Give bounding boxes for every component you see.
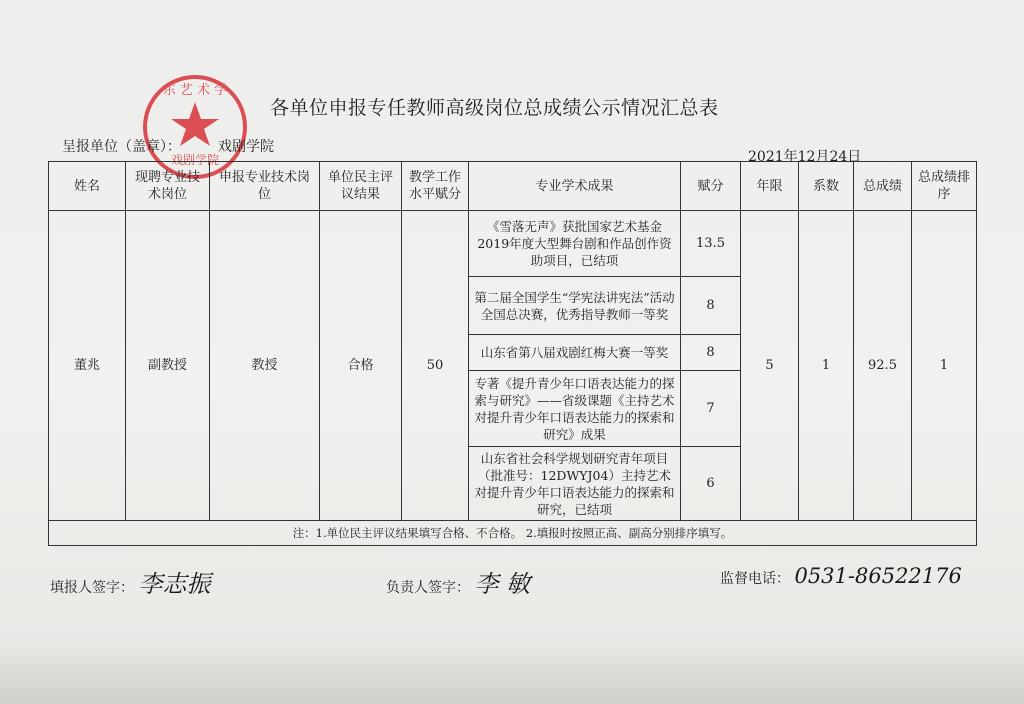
achievement-score-cell: 7: [681, 371, 741, 447]
coefficient-cell: 1: [799, 211, 854, 521]
supervision-phone: [720, 564, 962, 588]
table-row: [49, 211, 977, 277]
responsible-handwriting: 李 敏: [474, 570, 531, 598]
filler-handwriting: 李志振: [138, 570, 211, 598]
achievement-cell: 《雪落无声》获批国家艺术基金2019年度大型舞台剧和作品创作资助项目，已结项: [469, 211, 681, 277]
teaching-score-cell: 50: [402, 211, 469, 521]
achievement-cell: 第二届全国学生“学宪法讲宪法”活动全国总决赛，优秀指导教师一等奖: [469, 277, 681, 335]
responsible-label: 负责人签字：: [386, 580, 470, 596]
achievement-score-cell: 13.5: [681, 211, 741, 277]
filler-label: 填报人签字：: [50, 580, 134, 596]
header-cell: 申报专业技术岗位: [210, 162, 320, 211]
header-cell: 总成绩排序: [912, 162, 977, 211]
achievement-cell: 山东省社会科学规划研究青年项目（批准号：12DWYJ04）主持艺术对提升青少年口语表达能力的探索和研究，已结项: [469, 447, 681, 521]
report-date: 2021年12月24日: [748, 149, 862, 165]
table-note: 注：1.单位民主评议结果填写合格、不合格。 2.填报时按照正高、副高分别排序填写。: [49, 521, 977, 546]
header-cell: 姓名: [49, 162, 126, 211]
responsible-signature: [386, 564, 530, 599]
achievement-score-cell: 6: [681, 447, 741, 521]
total-cell: 92.5: [854, 211, 912, 521]
phone-label: 监督电话：: [720, 571, 790, 587]
name-cell: 董兆: [49, 211, 126, 521]
achievement-cell: 山东省第八届戏剧红梅大赛一等奖: [469, 335, 681, 371]
paper-shadow: [0, 644, 1024, 704]
phone-handwriting: 0531-86522176: [794, 564, 962, 588]
achievement-cell: 专著《提升青少年口语表达能力的探索与研究》——省级课题《主持艺术对提升青少年口语表达能力的探索和研究》成果: [469, 371, 681, 447]
header-cell: 系数: [799, 162, 854, 211]
svg-text:东 艺 术 学: 东 艺 术 学: [162, 83, 228, 98]
unit-name: 戏剧学院: [218, 139, 274, 155]
filler-signature: [50, 564, 210, 599]
header-cell: 年限: [741, 162, 799, 211]
header-cell: 赋分: [681, 162, 741, 211]
achievement-score-cell: 8: [681, 335, 741, 371]
header-cell: 总成绩: [854, 162, 912, 211]
summary-table: [48, 161, 977, 546]
evaluation-cell: 合格: [320, 211, 402, 521]
applied-post-cell: 教授: [210, 211, 320, 521]
header-cell: 单位民主评议结果: [320, 162, 402, 211]
page-title: 各单位申报专任教师高级岗位总成绩公示情况汇总表: [270, 97, 719, 119]
table-header-row: [49, 162, 977, 211]
rank-cell: 1: [912, 211, 977, 521]
header-cell: 专业学术成果: [469, 162, 681, 211]
years-cell: 5: [741, 211, 799, 521]
svg-text:戏剧学院: 戏剧学院: [170, 153, 220, 167]
achievement-score-cell: 8: [681, 277, 741, 335]
note-row: [49, 521, 977, 546]
header-cell: 教学工作水平赋分: [402, 162, 469, 211]
unit-label: 呈报单位（盖章）：: [62, 139, 181, 155]
header-cell: 现聘专业技术岗位: [126, 162, 210, 211]
current-post-cell: 副教授: [126, 211, 210, 521]
